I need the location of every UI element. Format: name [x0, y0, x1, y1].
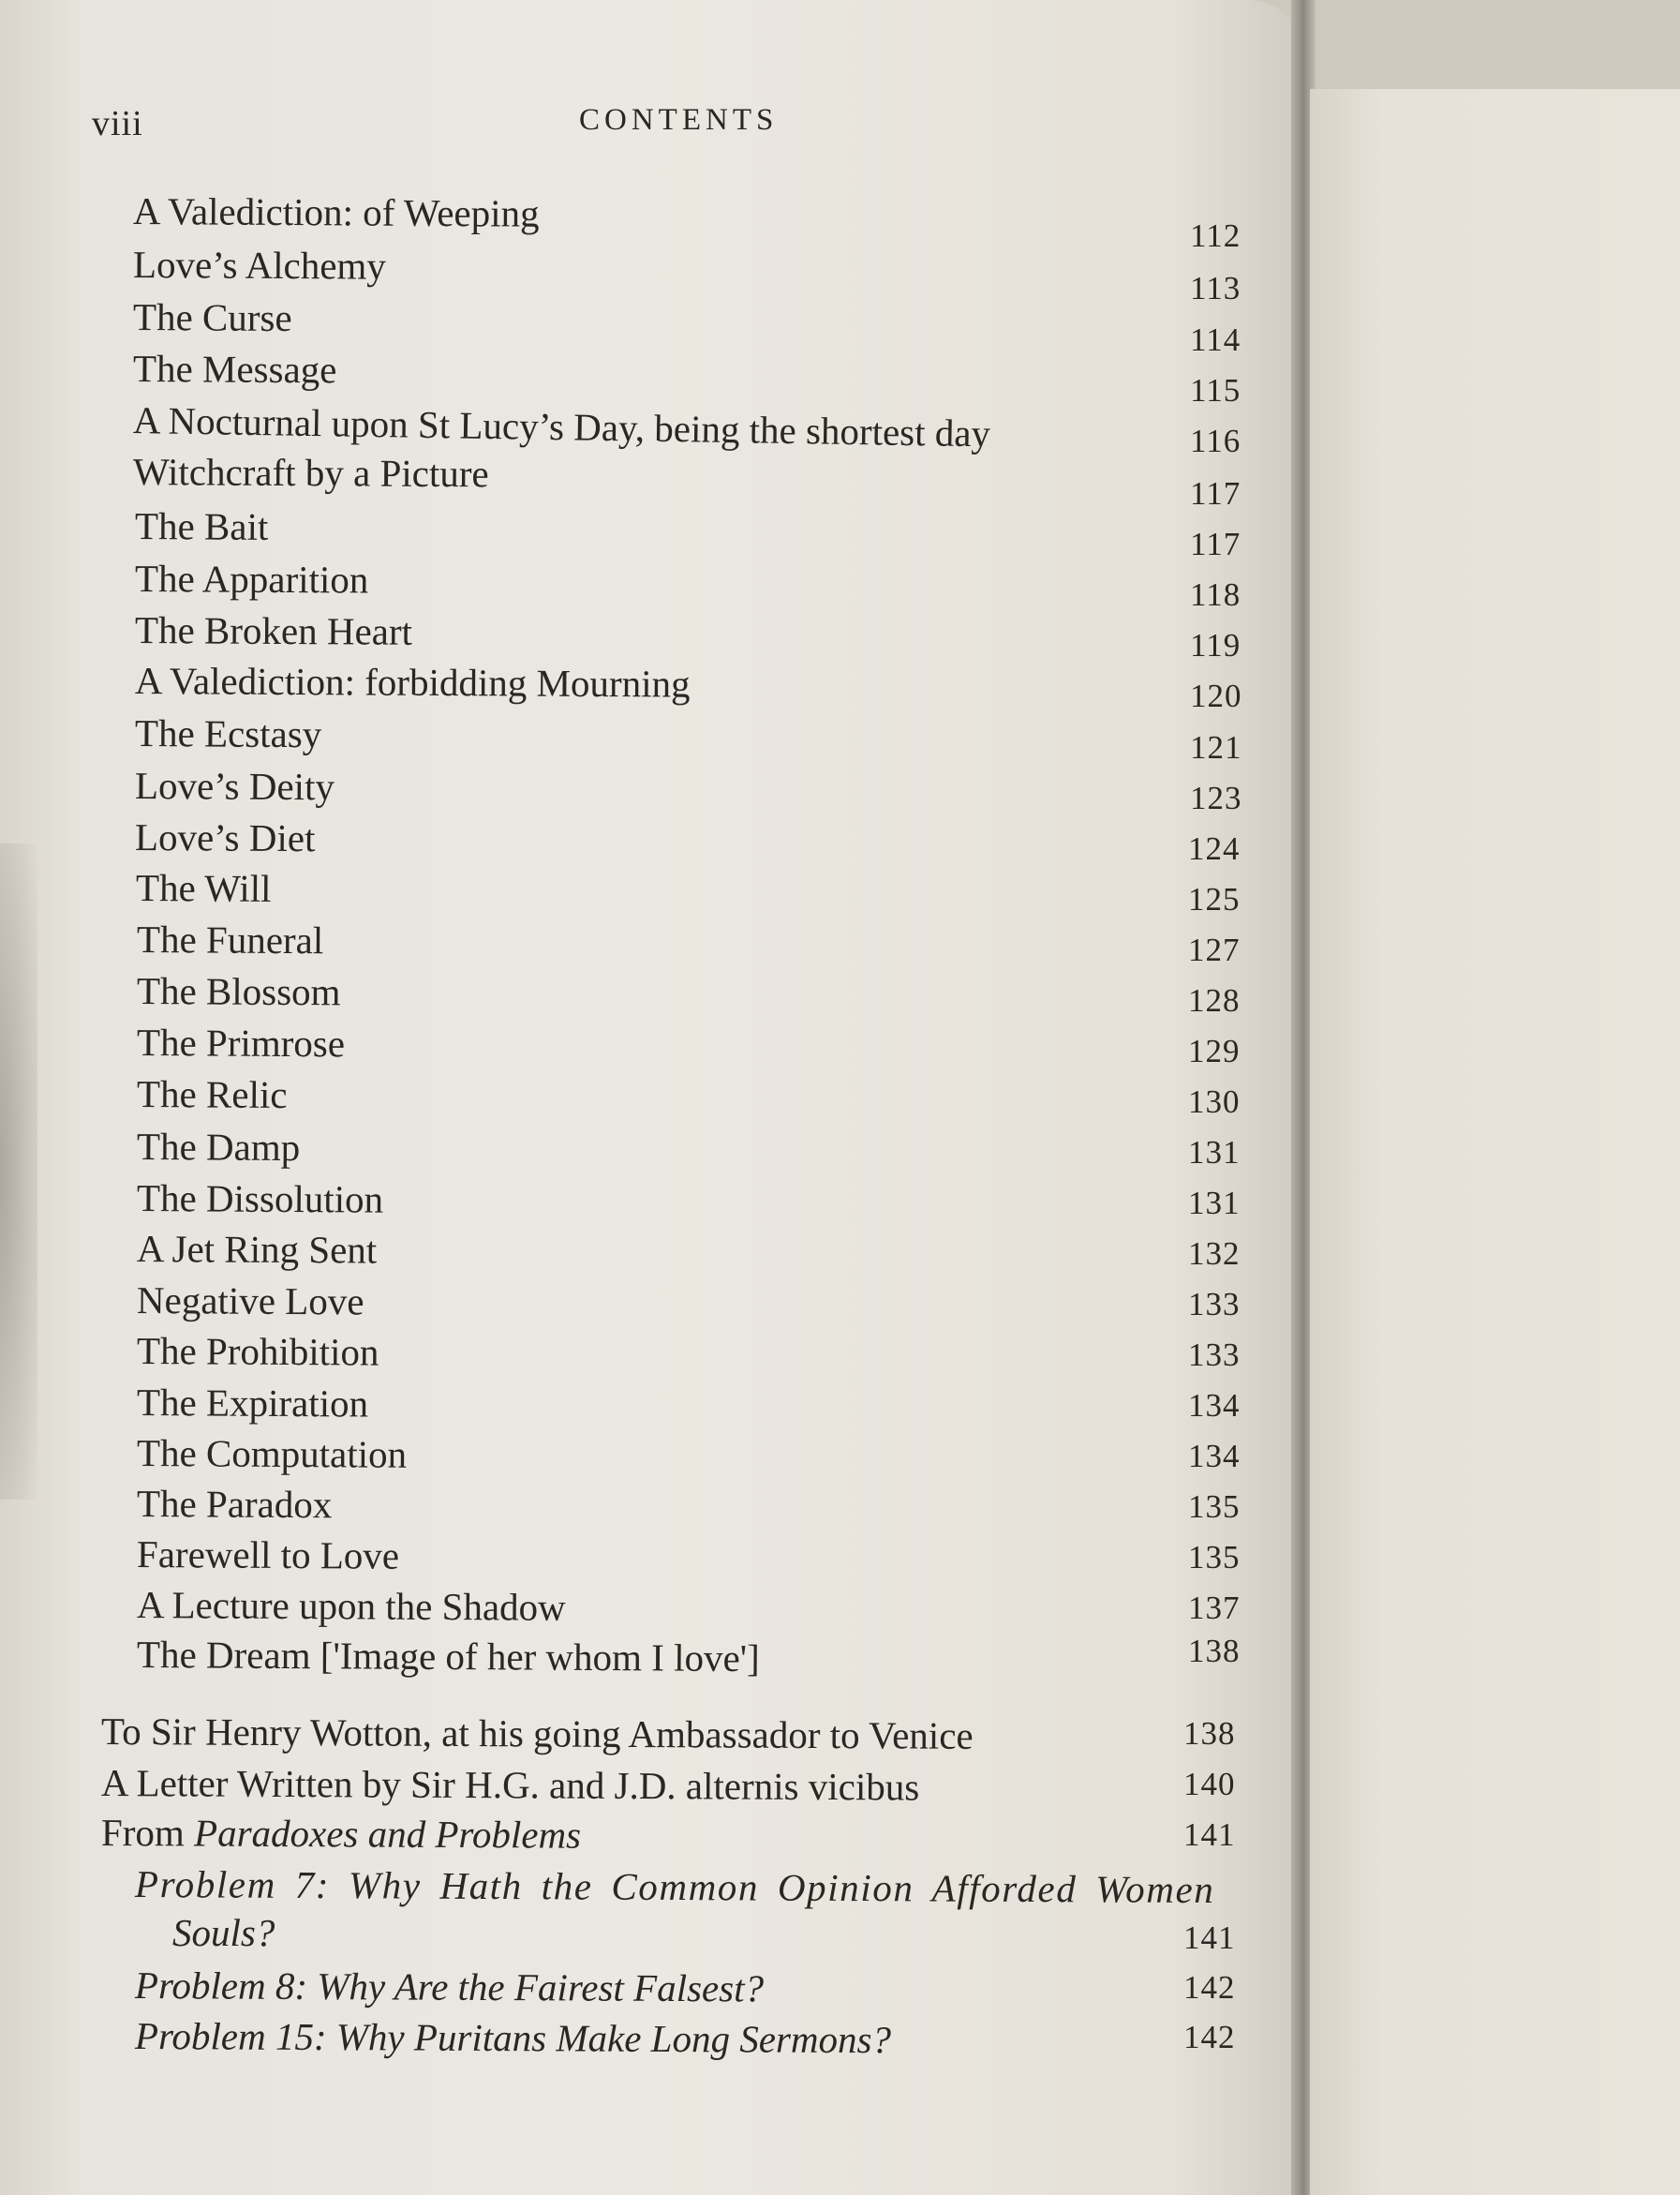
toc-entry-title: The Computation [136, 1431, 408, 1476]
toc-entry-page: 138 [1188, 1633, 1241, 1669]
toc-entry-page: 118 [1190, 576, 1241, 613]
toc-entry-title: The Message [132, 347, 337, 392]
toc-lower-entry-page: 141 [1183, 1919, 1236, 1956]
toc-entry-page: 135 [1188, 1539, 1241, 1575]
toc-entry-title: Negative Love [136, 1278, 364, 1323]
toc-entry-title: Love’s Alchemy [132, 243, 387, 288]
toc-entry-page: 132 [1188, 1235, 1241, 1272]
toc-entry-title: A Lecture upon the Shadow [136, 1583, 566, 1629]
page-folio: viii [92, 104, 143, 143]
right-page [1310, 89, 1680, 2195]
toc-lower-entry-page: 142 [1183, 2019, 1236, 2055]
toc-lower-entry-title [135, 1966, 764, 2008]
toc-entry-title: A Valediction: forbidding Mourning [134, 659, 691, 706]
running-head: CONTENTS [579, 103, 779, 137]
toc-lower-entry-title [101, 1712, 974, 1755]
toc-entry-page: 115 [1190, 372, 1241, 409]
toc-entry-title: The Prohibition [136, 1329, 379, 1374]
toc-entry-title: The Dream ['Image of her whom I love'] [136, 1633, 760, 1680]
toc-title-text: To Sir Henry Wotton, at his going Ambassador to Venice [100, 1710, 974, 1757]
toc-entry-title: The Dissolution [136, 1176, 384, 1221]
toc-entry-title: The Bait [134, 504, 269, 548]
toc-entry-title: The Paradox [136, 1482, 333, 1527]
toc-entry-page: 113 [1190, 270, 1241, 306]
toc-title-text: Problem 8: Why Are the Fairest Falsest? [134, 1964, 765, 2010]
toc-entry-title: Witchcraft by a Picture [132, 450, 489, 496]
toc-entry-page: 131 [1188, 1185, 1241, 1221]
toc-title-continuation: Souls? [172, 1911, 275, 1954]
toc-title-text: Problem 15: Why Puritans Make Long Sermons? [134, 2014, 892, 2062]
toc-entry-title: The Will [135, 866, 272, 910]
toc-lower-entry-title [100, 1761, 920, 1809]
toc-entry-page: 128 [1188, 982, 1241, 1019]
toc-title-prefix: From [100, 1811, 195, 1855]
toc-lower-entry-page: 138 [1183, 1715, 1236, 1752]
toc-lower-entry-page: 141 [1183, 1816, 1236, 1853]
toc-entry-page: 112 [1190, 217, 1241, 254]
toc-entry-page: 124 [1188, 830, 1241, 867]
toc-entry-page: 127 [1188, 932, 1241, 968]
toc-entry-page: 134 [1188, 1438, 1241, 1474]
toc-entry-title: The Apparition [134, 557, 369, 602]
toc-entry-page: 135 [1188, 1488, 1241, 1525]
toc-entry-title: A Valediction: of Weeping [132, 189, 540, 235]
toc-entry-page: 134 [1188, 1387, 1241, 1424]
toc-entry-page: 131 [1188, 1134, 1241, 1171]
toc-entry-title: Love’s Diet [134, 815, 316, 860]
toc-entry-title: The Broken Heart [134, 608, 413, 653]
toc-entry-page: 130 [1188, 1083, 1241, 1120]
toc-entry-page: 137 [1188, 1590, 1241, 1626]
toc-entry-page: 133 [1188, 1336, 1241, 1373]
toc-entry-title: A Nocturnal upon St Lucy’s Day, being the shortest day [132, 398, 991, 455]
toc-title-text: Problem 7: Why Hath the Common Opinion Afforded Women [134, 1862, 1215, 1912]
toc-entry-page: 133 [1188, 1286, 1241, 1322]
toc-entry-title: The Relic [136, 1072, 288, 1116]
toc-entry-page: 114 [1190, 321, 1241, 358]
toc-entry-title: Love’s Deity [134, 764, 335, 809]
page-shadow [0, 844, 37, 1500]
toc-entry-title: The Blossom [136, 969, 341, 1014]
toc-lower-entry-page: 140 [1183, 1766, 1236, 1802]
toc-title-text: A Letter Written by Sir H.G. and J.D. alternis vicibus [100, 1761, 920, 1809]
toc-entry-page: 129 [1188, 1033, 1241, 1069]
toc-entry-page: 116 [1190, 423, 1241, 459]
toc-entry-title: The Damp [136, 1125, 301, 1170]
toc-lower-entry-title [134, 2014, 892, 2062]
toc-entry-title: A Jet Ring Sent [136, 1227, 378, 1272]
toc-entry-title: The Curse [132, 295, 292, 340]
toc-entry-title: The Expiration [136, 1381, 369, 1426]
toc-entry-page: 121 [1190, 729, 1242, 766]
toc-title-italic: Paradoxes and Problems [193, 1811, 582, 1857]
toc-entry-title: The Funeral [136, 918, 324, 963]
toc-entry-title: The Ecstasy [134, 711, 322, 756]
toc-entry-page: 120 [1190, 678, 1242, 714]
toc-entry-title: The Primrose [136, 1021, 346, 1066]
toc-entry-page: 117 [1190, 475, 1241, 512]
toc-entry-title: Farewell to Love [136, 1532, 400, 1577]
toc-entry-page: 117 [1190, 526, 1241, 562]
toc-entry-page: 123 [1190, 780, 1242, 816]
toc-entry-page: 125 [1188, 881, 1241, 918]
toc-entry-page: 119 [1190, 627, 1241, 664]
toc-lower-entry-title [134, 1862, 1215, 1912]
toc-lower-entry-page: 142 [1183, 1969, 1236, 2006]
toc-lower-entry-title [100, 1811, 582, 1857]
